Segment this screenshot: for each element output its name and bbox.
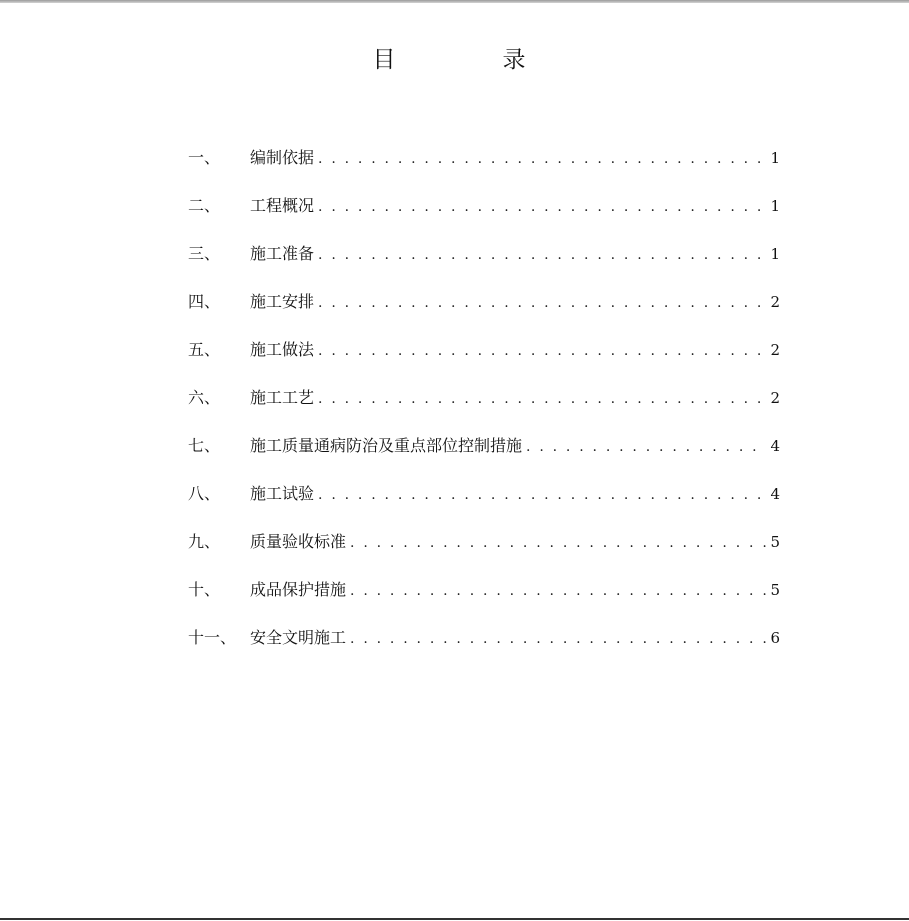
toc-entry-number: 二、	[188, 196, 221, 215]
top-border	[0, 0, 909, 3]
toc-entry-page: 6	[770, 629, 780, 647]
toc-entry-page: 2	[770, 389, 780, 407]
toc-entry-page: 2	[770, 293, 780, 311]
toc-entry-number: 六、	[188, 388, 221, 407]
toc-entry-title: 施工试验	[250, 484, 315, 503]
toc-entry-page: 5	[770, 581, 780, 599]
toc-dot-leader	[350, 625, 766, 653]
toc-entry-title: 施工准备	[250, 244, 315, 263]
toc-entry-number: 一、	[188, 148, 221, 167]
toc-entry[interactable]	[188, 288, 780, 336]
toc-entry-title: 编制依据	[250, 148, 315, 167]
toc-entry-number: 八、	[188, 484, 221, 503]
toc-entry-title: 施工质量通病防治及重点部位控制措施	[250, 436, 523, 455]
toc-dot-leader	[318, 193, 766, 221]
toc-entry[interactable]	[188, 240, 780, 288]
toc-entry-page: 2	[770, 341, 780, 359]
toc-entry-page: 1	[770, 245, 780, 263]
toc-entry-title: 质量验收标准	[250, 532, 347, 551]
toc-entry[interactable]	[188, 144, 780, 192]
toc-entry-page: 1	[770, 149, 780, 167]
toc-entry-title: 施工做法	[250, 340, 315, 359]
toc-dot-leader	[318, 385, 766, 413]
toc-entry-title: 安全文明施工	[250, 628, 347, 647]
toc-dot-leader	[350, 577, 766, 605]
toc-dot-leader	[318, 481, 766, 509]
toc-entry-page: 4	[770, 485, 780, 503]
toc-entry-title: 施工安排	[250, 292, 315, 311]
toc-entry-number: 四、	[188, 292, 221, 311]
toc-entry[interactable]	[188, 432, 780, 480]
toc-entry[interactable]	[188, 528, 780, 576]
page-title: 目 录	[372, 47, 568, 73]
toc-entry-number: 九、	[188, 532, 221, 551]
toc-entry[interactable]	[188, 576, 780, 624]
toc-dot-leader	[350, 529, 766, 557]
toc-entry[interactable]	[188, 384, 780, 432]
toc-dot-leader	[318, 241, 766, 269]
toc-entry[interactable]	[188, 624, 780, 672]
toc-entry[interactable]	[188, 192, 780, 240]
toc-entry-number: 十一、	[188, 628, 237, 647]
toc-entry-title: 工程概况	[250, 196, 315, 215]
toc-entry-number: 七、	[188, 436, 221, 455]
toc-entry-number: 三、	[188, 244, 221, 263]
toc-entry-number: 十、	[188, 580, 221, 599]
toc-dot-leader	[318, 145, 766, 173]
toc-entry-title: 成品保护措施	[250, 580, 347, 599]
bottom-border	[0, 918, 909, 920]
toc-entry-page: 4	[770, 437, 780, 455]
toc-entry-number: 五、	[188, 340, 221, 359]
toc-entry[interactable]	[188, 480, 780, 528]
toc-entry-page: 1	[770, 197, 780, 215]
toc-dot-leader	[318, 289, 766, 317]
toc-entry-page: 5	[770, 533, 780, 551]
toc-dot-leader	[526, 433, 766, 461]
toc-dot-leader	[318, 337, 766, 365]
toc-entry-title: 施工工艺	[250, 388, 315, 407]
table-of-contents	[188, 144, 780, 672]
toc-entry[interactable]	[188, 336, 780, 384]
